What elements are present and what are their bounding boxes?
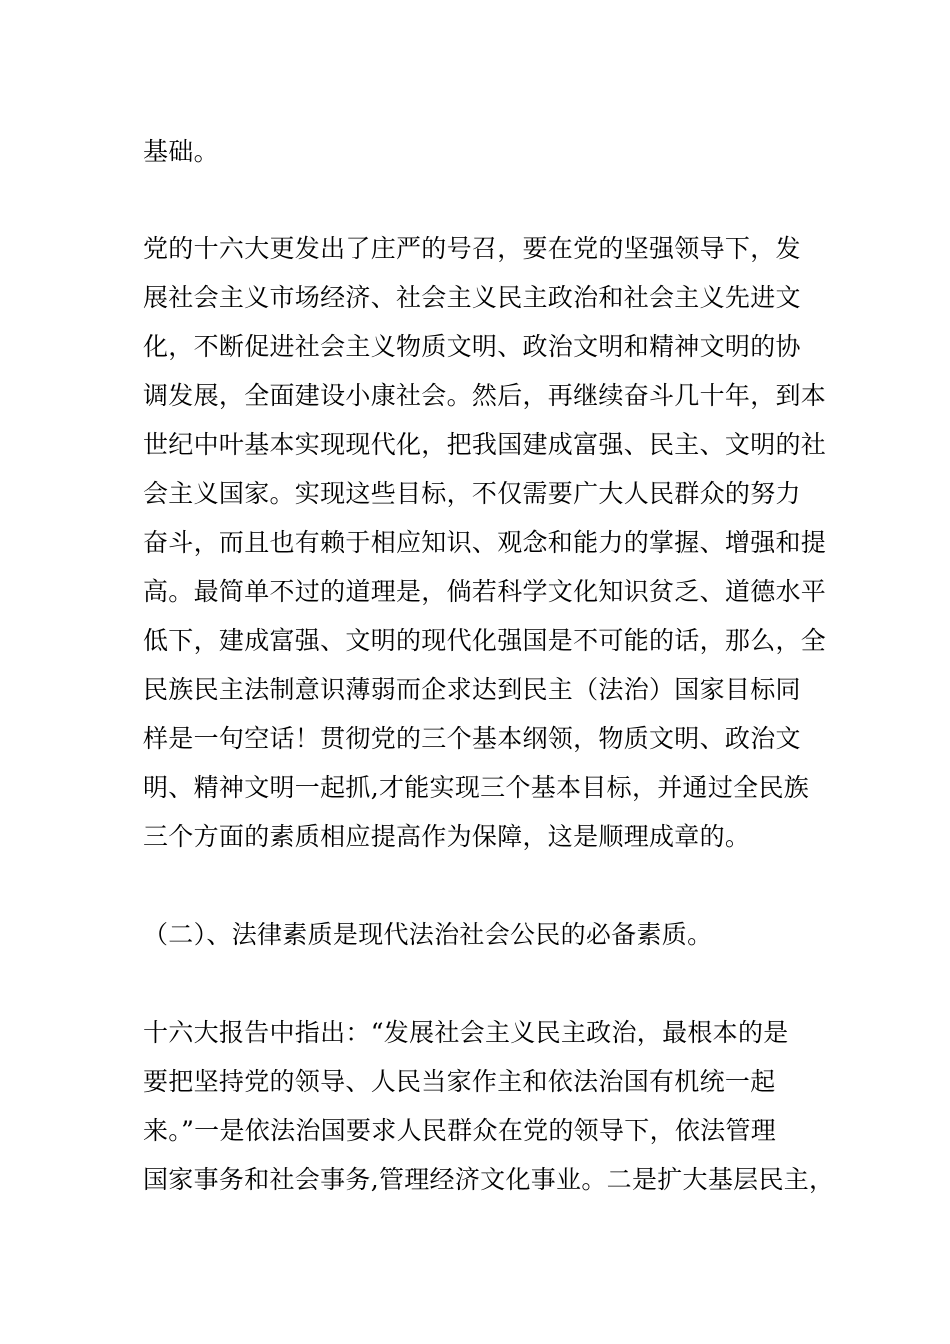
paragraph-line: 党的十六大更发出了庄严的号召，要在党的坚强领导下，发 xyxy=(143,234,801,263)
paragraph-line: 奋斗，而且也有赖于相应知识、观念和能力的掌握、增强和提 xyxy=(143,528,827,557)
paragraph-line: 十六大报告中指出：“发展社会主义民主政治，最根本的是 xyxy=(143,1018,789,1047)
paragraph-line: 世纪中叶基本实现现代化，把我国建成富强、民主、文明的社 xyxy=(143,430,827,459)
paragraph-line: 高。最简单不过的道理是，倘若科学文化知识贫乏、道德水平 xyxy=(143,577,827,606)
paragraph-line: 明、精神文明一起抓,才能实现三个基本目标，并通过全民族 xyxy=(143,773,810,802)
paragraph-line: 三个方面的素质相应提高作为保障，这是顺理成章的。 xyxy=(143,822,751,851)
paragraph-line: 样是一句空话！贯彻党的三个基本纲领，物质文明、政治文 xyxy=(143,724,801,753)
paragraph-line: 来。”一是依法治国要求人民群众在党的领导下，依法管理 xyxy=(143,1116,777,1145)
paragraph-line: 会主义国家。实现这些目标，不仅需要广大人民群众的努力 xyxy=(143,479,801,508)
section-heading: （二）、法律素质是现代法治社会公民的必备素质。 xyxy=(143,920,713,949)
paragraph-line: 低下，建成富强、文明的现代化强国是不可能的话，那么，全 xyxy=(143,626,827,655)
paragraph-line: 民族民主法制意识薄弱而企求达到民主（法治）国家目标同 xyxy=(143,675,801,704)
paragraph-line: 要把坚持党的领导、人民当家作主和依法治国有机统一起 xyxy=(143,1067,776,1096)
paragraph-line: 国家事务和社会事务,管理经济文化事业。二是扩大基层民主， xyxy=(143,1165,835,1194)
paragraph-line: 调发展，全面建设小康社会。然后，再继续奋斗几十年，到本 xyxy=(143,381,827,410)
paragraph-line: 化，不断促进社会主义物质文明、政治文明和精神文明的协 xyxy=(143,332,801,361)
paragraph-line: 基础。 xyxy=(143,137,219,166)
paragraph-line: 展社会主义市场经济、社会主义民主政治和社会主义先进文 xyxy=(143,283,801,312)
